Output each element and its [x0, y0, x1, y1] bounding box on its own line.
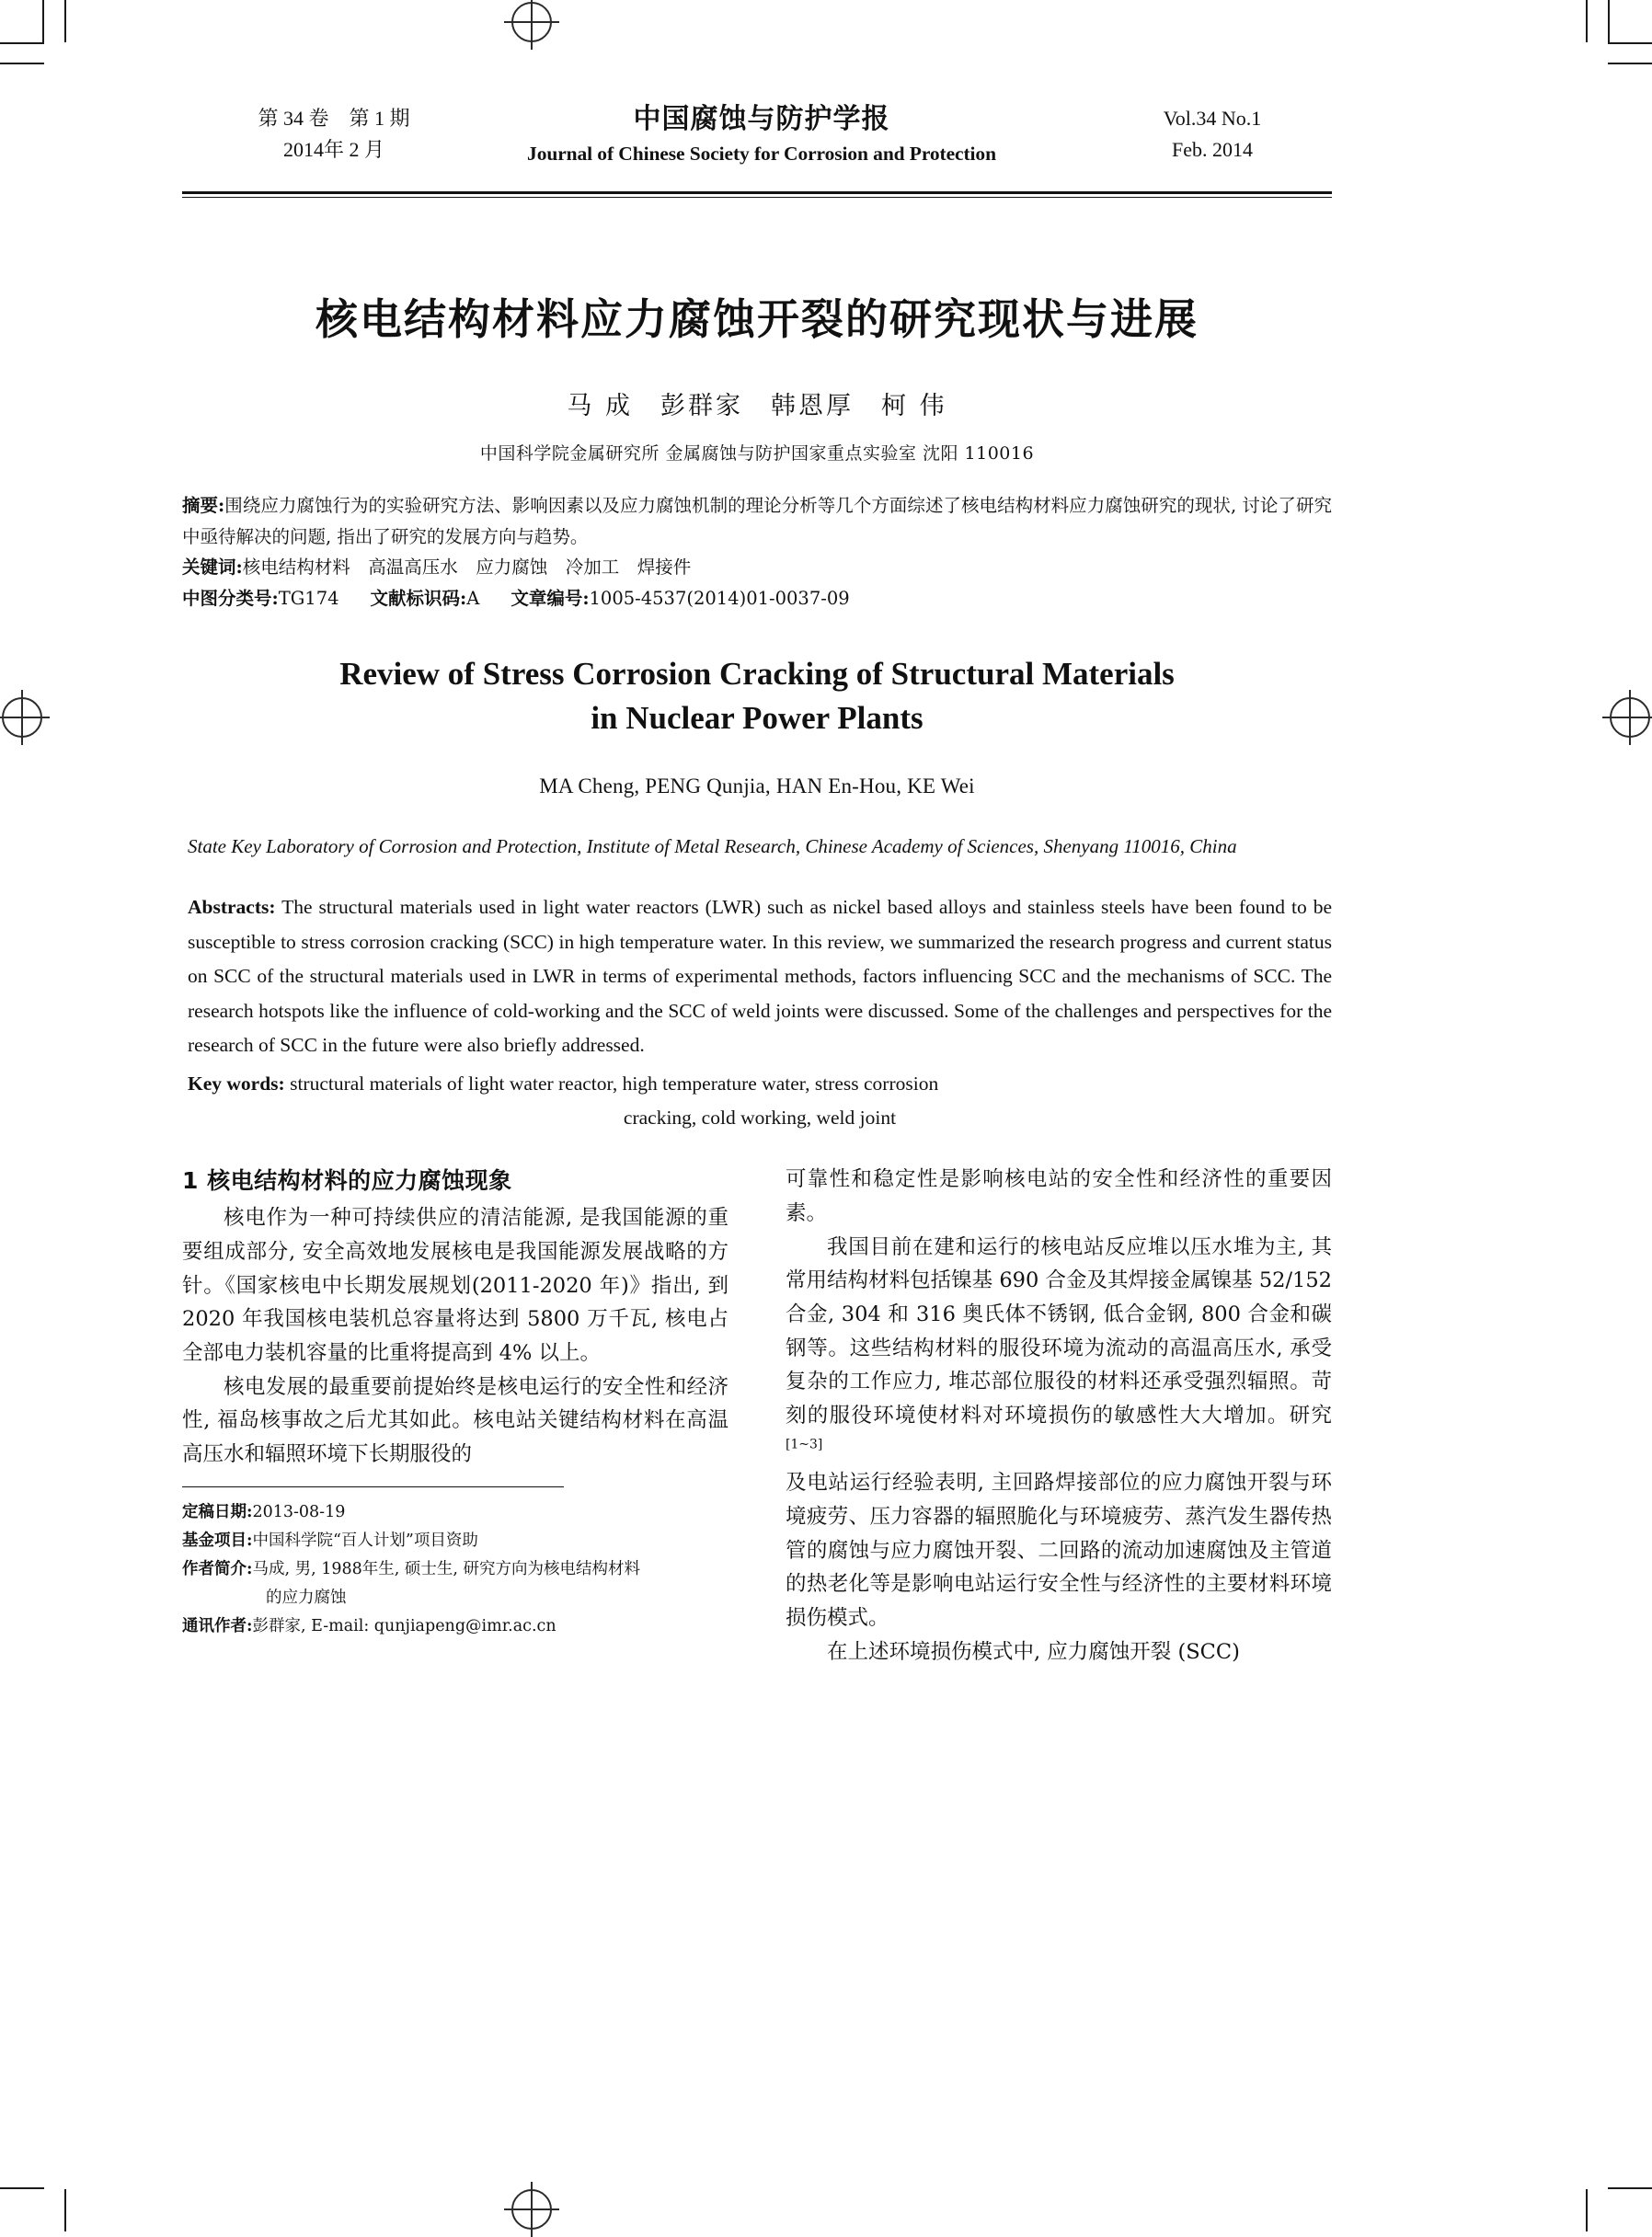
affiliation-cn: 中国科学院金属研究所 金属腐蚀与防护国家重点实验室 沈阳 110016	[479, 443, 1035, 464]
article-title-en-line2: in Nuclear Power Plants	[591, 700, 924, 737]
crop-mark-top-right-corner-v	[1608, 0, 1610, 42]
footnote-bio-value: 马成, 男, 1988年生, 硕士生, 研究方向为核电结构材料	[252, 1559, 641, 1578]
paragraph: 及电站运行经验表明, 主回路焊接部位的应力腐蚀开裂与环境疲劳、压力容器的辐照脆化与环境疲劳、蒸汽发生器传热管的腐蚀与应力腐蚀开裂、二回路的流动加速腐蚀及主管道的热老化等是影响电站运行安全性与经济性的主要材料环境损伤模式。	[786, 1471, 1332, 1631]
journal-title-en: Journal of Chinese Society for Corrosion and Protection	[527, 142, 996, 165]
clc-label: 中图分类号:	[182, 587, 279, 609]
article-id-label: 文章编号:	[511, 587, 590, 609]
crop-mark-bottom-left-vertical	[64, 2189, 66, 2231]
paragraph: 核电作为一种可持续供应的清洁能源, 是我国能源的重要组成部分, 安全高效地发展核电是我国能源发展战略的方针。《国家核电中长期发展规划(2011-2020 年)》指出, 到 2020 年我国核电装机总容量将达到 5800 万千瓦, 核电占全部电力装机容量的比重将提高到 4% 以上。	[182, 1206, 728, 1365]
masthead-rule-thick	[182, 191, 1332, 194]
masthead-rule-thin	[182, 197, 1332, 198]
abstract-en-text: The structural materials used in light water reactors (LWR) such as nickel based alloys and stainless steels have been found to be susceptible to stress corrosion cracking (SCC) in high temperature water. In this review, we summarized the research progress and current status on SCC of the structural materials used in LWR in terms of experimental methods, factors influencing SCC and the mechanisms of SCC. The research hotspots like the influence of cold-working and the SCC of weld joints were discussed. Some of the challenges and perspectives for the research of SCC in the future were also briefly addressed.	[188, 896, 1332, 1057]
registration-mark-bottom	[511, 2189, 552, 2230]
keywords-en-line1: structural materials of light water reactor, high temperature water, stress corrosion	[290, 1072, 939, 1095]
crop-mark-top-left-corner-v	[42, 0, 44, 42]
paragraph: 核电发展的最重要前提始终是核电运行的安全性和经济性, 福岛核事故之后尤其如此。核电站关键结构材料在高温高压水和辐照环境下长期服役的	[182, 1374, 728, 1467]
crop-mark-bottom-right-horizontal	[1608, 2187, 1652, 2189]
issue-date-cn: 2014年 2 月	[282, 138, 384, 162]
citation-ref: [1~3]	[786, 1437, 823, 1452]
abstract-cn-text: 围绕应力腐蚀行为的实验研究方法、影响因素以及应力腐蚀机制的理论分析等几个方面综述了核电结构材料应力腐蚀研究的现状, 讨论了研究中亟待解决的问题, 指出了研究的发展方向与趋势。	[182, 495, 1332, 547]
abstract-en-label: Abstracts:	[188, 896, 276, 919]
footnote-bio-label: 作者简介:	[182, 1559, 253, 1578]
footnote-received	[182, 1498, 728, 1527]
registration-mark-right	[1610, 697, 1650, 738]
masthead	[182, 101, 1332, 189]
footnote-corr-label: 通讯作者:	[182, 1617, 253, 1636]
article-title-en	[182, 652, 1332, 741]
footnote-bio	[182, 1555, 728, 1584]
keywords-cn-label: 关键词:	[182, 556, 243, 579]
masthead-center	[486, 101, 1038, 168]
masthead-right	[1093, 103, 1332, 166]
footnote-bio-cont	[182, 1584, 728, 1612]
footnote-fund-value: 中国科学院“百人计划”项目资助	[252, 1531, 478, 1550]
crop-mark-top-left-vertical	[64, 0, 66, 42]
crop-mark-bottom-right-vertical	[1586, 2189, 1588, 2231]
body-column-right	[786, 1163, 1332, 1669]
abstract-cn-label: 摘要:	[182, 495, 225, 516]
crop-mark-top-right-vertical	[1586, 0, 1588, 42]
crop-mark-top-left-rule	[0, 63, 44, 64]
volume-issue-en: Vol.34 No.1	[1163, 107, 1262, 130]
keywords-cn	[182, 552, 1332, 583]
abstract-en	[182, 890, 1332, 1062]
registration-mark-top	[511, 2, 552, 42]
crop-mark-bottom-left-horizontal	[0, 2187, 44, 2189]
classification-line	[182, 583, 1332, 614]
crop-mark-top-right-rule	[1608, 63, 1652, 64]
paragraph: 可靠性和稳定性是影响核电站的安全性和经济性的重要因素。	[786, 1167, 1332, 1225]
section-heading-1: 1 核电结构材料的应力腐蚀现象	[182, 1167, 512, 1195]
footnote-fund-label: 基金项目:	[182, 1531, 253, 1550]
abstract-cn	[182, 490, 1332, 552]
masthead-left	[182, 103, 486, 166]
footnote-corr-value: 彭群家, E-mail: qunjiapeng@imr.ac.cn	[252, 1617, 556, 1636]
footnote-block	[182, 1498, 728, 1642]
article-id-value: 1005-4537(2014)01-0037-09	[589, 587, 850, 609]
footnote-received-value: 2013-08-19	[252, 1502, 346, 1521]
body-columns	[182, 1163, 1332, 1669]
affiliation-en: State Key Laboratory of Corrosion and Protection, Institute of Metal Research, Chinese Academy of Sciences, Shenyang 110016, China	[188, 834, 1237, 857]
paragraph	[786, 1231, 1332, 1467]
authors-en: MA Cheng, PENG Qunjia, HAN En-Hou, KE Wei	[539, 774, 975, 797]
registration-mark-left	[2, 697, 42, 738]
article-title-cn: 核电结构材料应力腐蚀开裂的研究现状与进展	[315, 294, 1199, 344]
footnote-fund	[182, 1527, 728, 1555]
doc-code-value: A	[466, 587, 480, 609]
keywords-en	[182, 1067, 1332, 1136]
doc-code-label: 文献标识码:	[370, 587, 467, 609]
body-column-left	[182, 1163, 728, 1669]
keywords-en-label: Key words:	[188, 1072, 285, 1095]
keywords-en-line2: cracking, cold working, weld joint	[623, 1106, 897, 1129]
volume-issue: 第 34 卷 第 1 期	[258, 107, 410, 130]
footnote-received-label: 定稿日期:	[182, 1502, 253, 1521]
footnote-bio-value-line2: 的应力腐蚀	[266, 1589, 347, 1608]
paragraph: 在上述环境损伤模式中, 应力腐蚀开裂 (SCC)	[827, 1639, 1240, 1664]
crop-mark-top-left-horizontal	[0, 42, 44, 44]
page-content	[182, 101, 1332, 1669]
authors-cn: 马 成 彭群家 韩恩厚 柯 伟	[567, 392, 947, 420]
paragraph-text: 我国目前在建和运行的核电站反应堆以压水堆为主, 其常用结构材料包括镍基 690 合金及其焊接金属镍基 52/152 合金, 304 和 316 奥氏体不锈钢, 低合金钢, 800 合金和碳钢等。这些结构材料的服役环境为流动的高温高压水, 承受复杂的工作应力, 堆芯部位服役的材料还承受强烈辐照。苛刻的服役环境使材料对环境损伤的敏感性大大增加。研究	[786, 1234, 1332, 1428]
footnote-rule	[182, 1486, 564, 1487]
footnote-corresponding	[182, 1612, 728, 1641]
keywords-cn-text: 核电结构材料 高温高压水 应力腐蚀 冷加工 焊接件	[242, 556, 692, 579]
crop-mark-top-right-horizontal	[1608, 42, 1652, 44]
issue-date-en: Feb. 2014	[1172, 138, 1253, 162]
clc-value: TG174	[278, 587, 339, 609]
journal-title-cn: 中国腐蚀与防护学报	[633, 103, 890, 135]
article-title-en-line1: Review of Stress Corrosion Cracking of Structural Materials	[339, 656, 1175, 693]
